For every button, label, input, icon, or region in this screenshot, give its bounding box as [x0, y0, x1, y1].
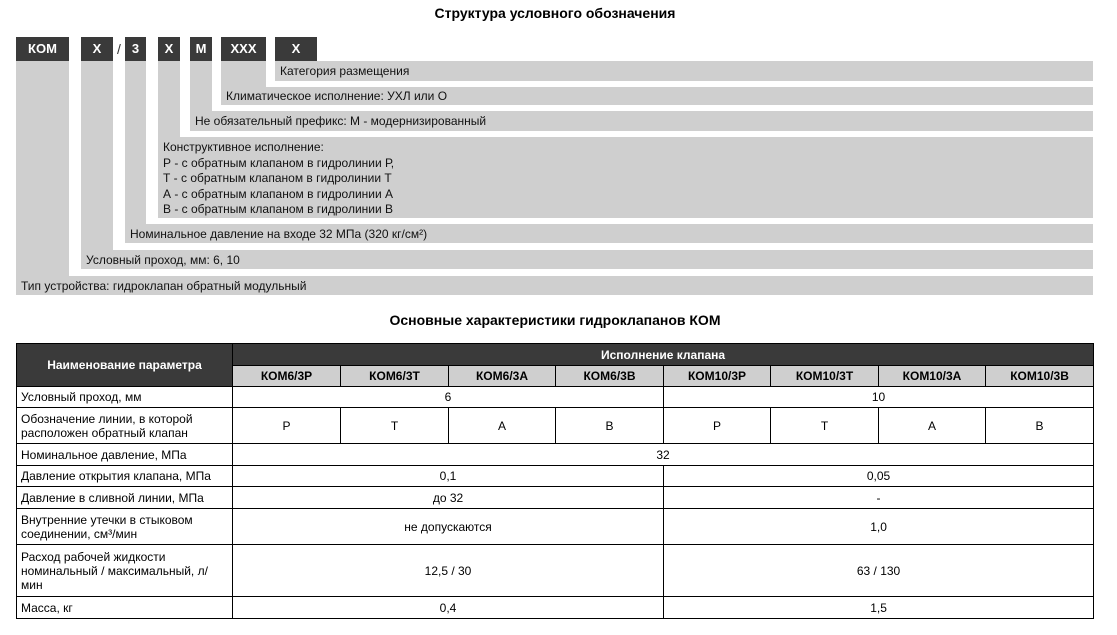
desc-design-b: В - с обратным клапаном в гидролинии В: [163, 202, 394, 216]
connector-design: [158, 61, 180, 137]
value-cell: 63 / 130: [664, 545, 1094, 597]
table-row: [17, 444, 1094, 466]
connector-pressure: [125, 61, 146, 224]
param-name: Обозначение линии, в которой расположен обратный клапан: [17, 408, 233, 444]
desc-design-a: А - с обратным клапаном в гидролинии А: [163, 186, 394, 201]
value-cell: B: [556, 408, 664, 444]
param-name: Номинальное давление, МПа: [17, 444, 233, 466]
connector-type: [16, 61, 69, 276]
value-cell: 12,5 / 30: [233, 545, 664, 597]
value-cell: 10: [664, 387, 1094, 408]
value-cell: до 32: [233, 487, 664, 509]
value-cell: P: [233, 408, 341, 444]
desc-climate: [221, 87, 1093, 105]
value-cell: 1,5: [664, 597, 1094, 619]
table-row: [17, 545, 1094, 597]
value-cell: T: [771, 408, 879, 444]
value-cell: A: [879, 408, 986, 444]
model-header: КОМ6/3А: [449, 366, 556, 387]
param-name: Давление в сливной линии, МПа: [17, 487, 233, 509]
model-header: КОМ10/3Р: [664, 366, 771, 387]
table-row: [17, 408, 1094, 444]
code-prefix: M: [190, 37, 212, 61]
value-cell: B: [986, 408, 1094, 444]
value-cell: 0,05: [664, 466, 1094, 487]
value-cell: 0,4: [233, 597, 664, 619]
model-header: КОМ6/3Р: [233, 366, 341, 387]
desc-pressure-text: Номинальное давление на входе 32 МПа (320 кг/см²): [130, 226, 428, 241]
group-header: Исполнение клапана: [233, 344, 1094, 366]
table-title: Основные характеристики гидроклапанов КОМ: [389, 312, 721, 328]
model-header: КОМ10/3В: [986, 366, 1094, 387]
model-header: КОМ10/3А: [879, 366, 986, 387]
code-design: X: [158, 37, 180, 61]
connector-bore: [81, 61, 113, 250]
connector-prefix: [190, 61, 212, 111]
desc-type: [16, 276, 1093, 295]
code-slash: /: [117, 41, 121, 57]
value-cell: -: [664, 487, 1094, 509]
desc-placement: [275, 61, 1093, 81]
desc-placement-text: Категория размещения: [280, 64, 410, 78]
table-row: [17, 487, 1094, 509]
code-placement: X: [275, 37, 317, 61]
code-bore: X: [81, 37, 113, 61]
code-kom: КОМ: [16, 37, 69, 61]
code-climate: XXX: [221, 37, 266, 61]
desc-design-p: Р - с обратным клапаном в гидролинии Р,: [163, 155, 395, 170]
value-cell: P: [664, 408, 771, 444]
connector-climate: [221, 61, 266, 87]
model-header: КОМ6/3Т: [341, 366, 449, 387]
table-row: [17, 387, 1094, 408]
table-row: [17, 466, 1094, 487]
value-cell: A: [449, 408, 556, 444]
desc-design-t: Т - с обратным клапаном в гидролинии Т: [163, 171, 392, 185]
desc-climate-text: Климатическое исполнение: УХЛ или О: [226, 89, 448, 103]
param-header: Наименование параметра: [17, 344, 233, 387]
value-cell: 32: [233, 444, 1094, 466]
desc-prefix: [190, 111, 1093, 131]
desc-type-text: Тип устройства: гидроклапан обратный модульный: [21, 278, 307, 293]
value-cell: T: [341, 408, 449, 444]
structure-title: Структура условного обозначения: [434, 5, 676, 21]
code-pressure: 3: [125, 37, 146, 61]
param-name: Внутренние утечки в стыковом соединении, см³/мин: [17, 509, 233, 545]
value-cell: 0,1: [233, 466, 664, 487]
param-name: Расход рабочей жидкости номинальный / максимальный, л/мин: [17, 545, 233, 597]
value-cell: 1,0: [664, 509, 1094, 545]
table-row: [17, 509, 1094, 545]
model-header: КОМ10/3Т: [771, 366, 879, 387]
characteristics-table: [16, 343, 1094, 619]
desc-design: [158, 137, 1093, 218]
desc-design-title: Конструктивное исполнение:: [163, 140, 324, 154]
param-name: Давление открытия клапана, МПа: [17, 466, 233, 487]
desc-pressure: [125, 224, 1093, 243]
desc-prefix-text: Не обязательный префикс: М - модернизированный: [195, 114, 487, 128]
param-name: Условный проход, мм: [17, 387, 233, 408]
table-row: [17, 597, 1094, 619]
value-cell: 6: [233, 387, 664, 408]
value-cell: не допускаются: [233, 509, 664, 545]
desc-bore-text: Условный проход, мм: 6, 10: [86, 252, 240, 267]
model-header: КОМ6/3В: [556, 366, 664, 387]
desc-bore: [81, 250, 1093, 269]
param-name: Масса, кг: [17, 597, 233, 619]
